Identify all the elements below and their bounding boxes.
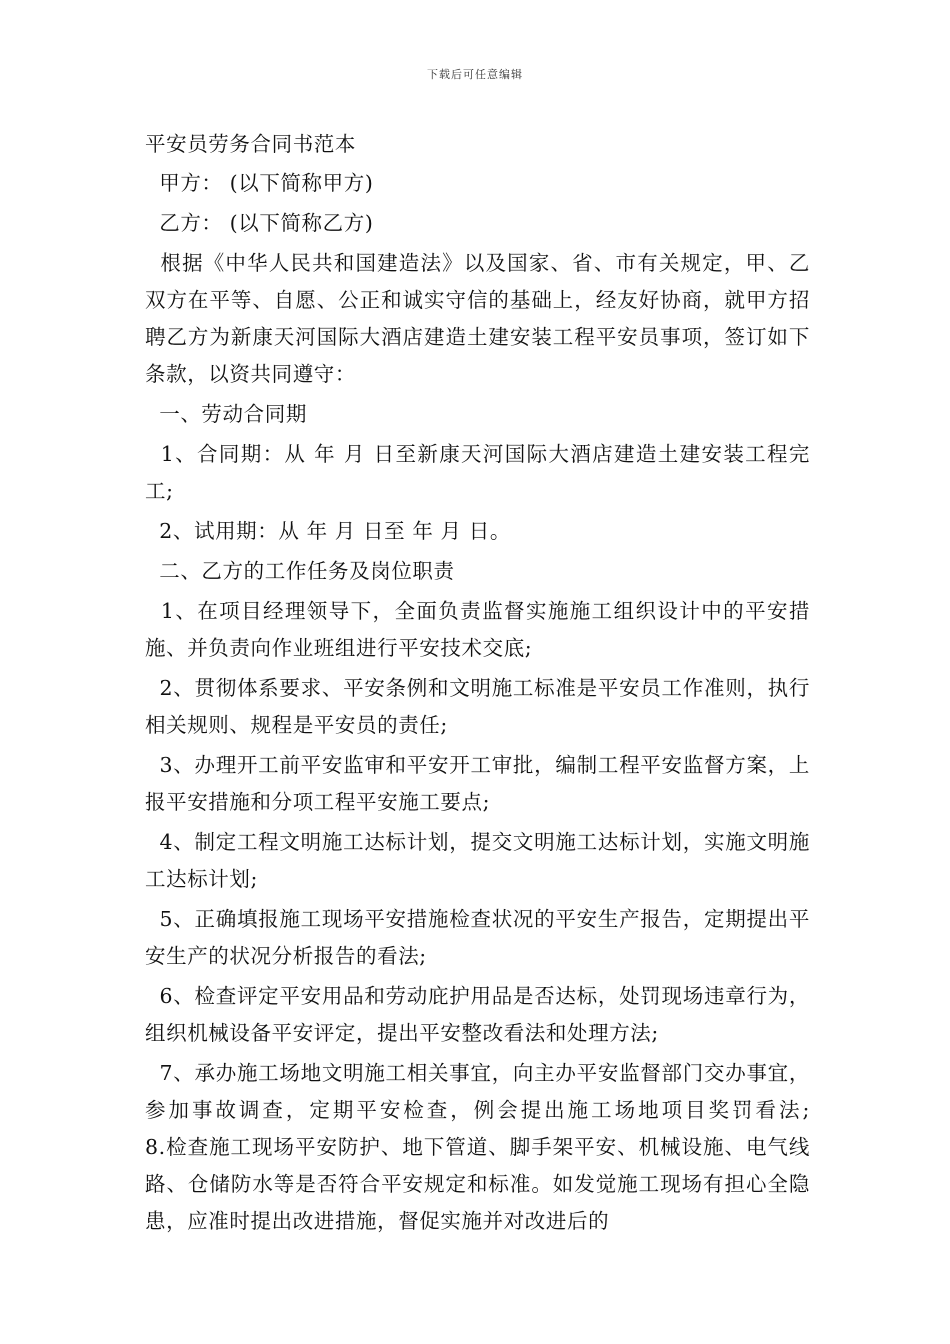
party-a-line: 甲方： (以下简称甲方)	[145, 171, 374, 195]
section-2-item: 5、正确填报施工现场平安措施检查状况的平安生产报告，定期提出平安生产的状况分析报告的看法;	[145, 907, 811, 968]
document-body	[145, 126, 860, 1240]
page-header-note: 下载后可任意编辑	[427, 68, 523, 81]
section-2-item: 2、贯彻体系要求、平安条例和文明施工标准是平安员工作准则，执行相关规则、规程是平安员的责任;	[145, 676, 811, 737]
section-2-item: 3、办理开工前平安监审和平安开工审批，编制工程平安监督方案，上报平安措施和分项工程平安施工要点;	[145, 753, 811, 814]
section-2-item: 6、检查评定平安用品和劳动庇护用品是否达标，处罚现场违章行为，组织机械设备平安评定，提出平安整改看法和处理方法;	[145, 984, 811, 1045]
section-1-heading: 一、劳动合同期	[145, 402, 307, 426]
section-1-item: 2、试用期：从 年 月 日至 年 月 日。	[145, 519, 511, 543]
section-2-heading: 二、乙方的工作任务及岗位职责	[145, 559, 455, 583]
section-2-item: 7、承办施工场地文明施工相关事宜，向主办平安监督部门交办事宜，参加事故调查，定期平安检查，例会提出施工场地项目奖罚看法; 8.检查施工现场平安防护、地下管道、脚手架平安、机械设施、电气线路、仓储防水等是否符合平安规定和标准。如发觉施工现场有担心全隐患，应准时提出改进措施，督促实施并对改进后的	[145, 1061, 860, 1233]
section-1-item: 1、合同期：从 年 月 日至新康天河国际大酒店建造土建安装工程完工;	[145, 442, 810, 503]
intro-paragraph: 根据《中华人民共和国建造法》以及国家、省、市有关规定，甲、乙双方在平等、自愿、公正和诚实守信的基础上，经友好协商，就甲方招聘乙方为新康天河国际大酒店建造土建安装工程平安员事项，签订如下条款，以资共同遵守：	[145, 251, 811, 386]
party-b-line: 乙方： (以下简称乙方)	[145, 211, 374, 235]
section-2-item: 1、在项目经理领导下，全面负责监督实施施工组织设计中的平安措施、并负责向作业班组进行平安技术交底;	[145, 599, 811, 660]
section-2-item: 4、制定工程文明施工达标计划，提交文明施工达标计划，实施文明施工达标计划;	[145, 830, 811, 891]
document-title: 平安员劳务合同书范本	[145, 132, 356, 156]
